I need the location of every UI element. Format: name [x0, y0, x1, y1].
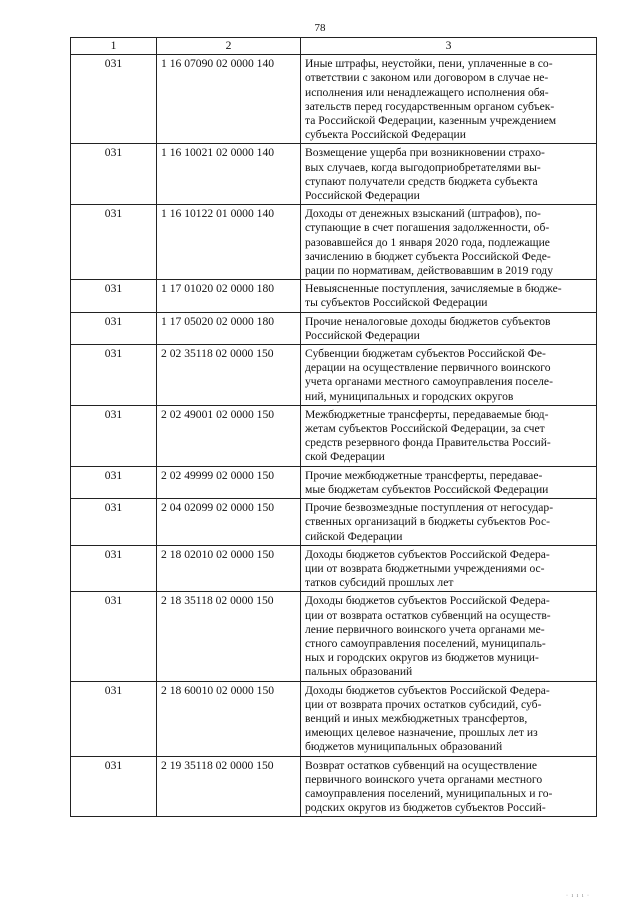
revenue-name-line: вых случаев, когда выгодоприобретателями вы-	[305, 160, 541, 174]
revenue-name-line: ступающие в счет погашения задолженности, об-	[305, 221, 550, 235]
revenue-name-line: Прочие неналоговые доходы бюджетов субъектов	[305, 314, 551, 328]
table-row	[71, 144, 597, 205]
revenue-code-cell: 1 17 01020 02 0000 180	[157, 280, 301, 312]
page-number: 78	[314, 22, 326, 34]
admin-code-cell: 031	[71, 681, 157, 756]
revenue-name-cell	[301, 756, 597, 817]
revenue-name-cell	[301, 592, 597, 681]
revenue-name-line: ступают получатели средств бюджета субъекта	[305, 174, 538, 188]
admin-code-cell: 031	[71, 466, 157, 498]
revenue-name-cell	[301, 545, 597, 592]
revenue-name-line: стного самоуправления поселений, муниципаль-	[305, 636, 546, 650]
column-header-name: 3	[301, 38, 597, 55]
revenue-name-line: ных и городских округов из бюджетов муници-	[305, 651, 539, 665]
admin-code-cell: 031	[71, 405, 157, 466]
admin-code-cell: 031	[71, 205, 157, 280]
revenue-name-line: рации по нормативам, действовавшим в 2019 году	[305, 264, 553, 278]
revenue-name-cell	[301, 681, 597, 756]
scan-mark: · ı ı ı ·	[566, 893, 590, 899]
revenue-name-line: исполнения или ненадлежащего исполнения обя-	[305, 85, 549, 99]
table-header-row	[71, 38, 597, 55]
admin-code-cell: 031	[71, 345, 157, 406]
admin-code-cell: 031	[71, 499, 157, 546]
revenue-name-line: Возмещение ущерба при возникновении страхо-	[305, 146, 545, 160]
revenue-name-cell	[301, 280, 597, 312]
revenue-name-line: пальных образований	[305, 665, 413, 679]
revenue-name-line: зательств перед государственным органом субъек-	[305, 99, 555, 113]
revenue-code-cell: 2 18 02010 02 0000 150	[157, 545, 301, 592]
admin-code-cell: 031	[71, 280, 157, 312]
revenue-name-line: ственных организаций в бюджеты субъектов Рос-	[305, 515, 551, 529]
column-header-admin: 1	[71, 38, 157, 55]
revenue-name-line: ты субъектов Российской Федерации	[305, 296, 488, 310]
revenue-name-line: самоуправления поселений, муниципальных и го-	[305, 786, 553, 800]
revenue-name-line: Субвенции бюджетам субъектов Российской Фе-	[305, 347, 546, 361]
revenue-name-line: Иные штрафы, неустойки, пени, уплаченные в со-	[305, 57, 553, 71]
table-row	[71, 345, 597, 406]
revenue-name-line: Возврат остатков субвенций на осуществление	[305, 758, 538, 772]
revenue-code-cell: 2 18 60010 02 0000 150	[157, 681, 301, 756]
revenue-classification-table	[70, 37, 597, 817]
revenue-name-line: учета органами местного самоуправления поселе-	[305, 375, 553, 389]
revenue-name-line: мые бюджетам субъектов Российской Федерации	[305, 482, 549, 496]
revenue-name-cell	[301, 55, 597, 144]
revenue-name-line: Прочие безвозмездные поступления от негосудар-	[305, 501, 554, 515]
revenue-name-line: родских округов из бюджетов субъектов Россий-	[305, 801, 546, 815]
table-row	[71, 681, 597, 756]
revenue-name-cell	[301, 405, 597, 466]
revenue-name-line: бюджетов муниципальных образований	[305, 740, 503, 754]
admin-code-cell: 031	[71, 545, 157, 592]
revenue-name-line: зачислению в бюджет субъекта Российской Феде-	[305, 249, 551, 263]
revenue-code-cell: 2 19 35118 02 0000 150	[157, 756, 301, 817]
revenue-name-cell	[301, 205, 597, 280]
revenue-name-line: субъекта Российской Федерации	[305, 128, 466, 142]
revenue-name-line: Российской Федерации	[305, 328, 420, 342]
revenue-name-line: Невыясненные поступления, зачисляемые в бюдже-	[305, 282, 562, 296]
revenue-code-cell: 1 16 10122 01 0000 140	[157, 205, 301, 280]
admin-code-cell: 031	[71, 144, 157, 205]
table-row	[71, 55, 597, 144]
revenue-name-line: ции от возврата прочих остатков субсидий, суб-	[305, 697, 542, 711]
admin-code-cell: 031	[71, 592, 157, 681]
revenue-code-cell: 2 02 49999 02 0000 150	[157, 466, 301, 498]
revenue-name-line: Доходы бюджетов субъектов Российской Федера-	[305, 547, 550, 561]
revenue-name-line: ний, муниципальных и городских округов	[305, 389, 514, 403]
revenue-name-line: первичного воинского учета органами местного	[305, 772, 543, 786]
revenue-code-cell: 1 17 05020 02 0000 180	[157, 312, 301, 344]
revenue-name-line: Российской Федерации	[305, 189, 420, 203]
revenue-code-cell: 2 04 02099 02 0000 150	[157, 499, 301, 546]
revenue-code-cell: 2 02 49001 02 0000 150	[157, 405, 301, 466]
revenue-name-cell	[301, 499, 597, 546]
revenue-name-cell	[301, 312, 597, 344]
revenue-name-line: разовавшейся до 1 января 2020 года, подлежащие	[305, 235, 550, 249]
table-row	[71, 592, 597, 681]
revenue-name-line: средств резервного фонда Правительства Россий-	[305, 436, 551, 450]
revenue-name-cell	[301, 144, 597, 205]
table-row	[71, 405, 597, 466]
revenue-name-line: ции от возврата остатков субвенций на осуществ-	[305, 608, 551, 622]
revenue-name-line: сийской Федерации	[305, 529, 403, 543]
revenue-name-cell	[301, 345, 597, 406]
table-body	[71, 55, 597, 817]
revenue-name-line: ление первичного воинского учета органами ме-	[305, 622, 545, 636]
table-row	[71, 545, 597, 592]
table-row	[71, 312, 597, 344]
revenue-name-line: татков субсидий прошлых лет	[305, 576, 454, 590]
revenue-name-line: венций и иных межбюджетных трансфертов,	[305, 711, 528, 725]
table-row	[71, 280, 597, 312]
revenue-name-line: имеющих целевое назначение, прошлых лет из	[305, 726, 538, 740]
revenue-name-line: ции от возврата бюджетными учреждениями ос-	[305, 561, 545, 575]
revenue-name-line: ответствии с законом или договором в случае не-	[305, 71, 549, 85]
revenue-code-cell: 1 16 07090 02 0000 140	[157, 55, 301, 144]
revenue-name-line: Прочие межбюджетные трансферты, передавае-	[305, 468, 543, 482]
admin-code-cell: 031	[71, 756, 157, 817]
revenue-code-cell: 2 18 35118 02 0000 150	[157, 592, 301, 681]
admin-code-cell: 031	[71, 312, 157, 344]
table-row	[71, 205, 597, 280]
revenue-name-line: Доходы бюджетов субъектов Российской Федера-	[305, 594, 550, 608]
revenue-name-line: Доходы бюджетов субъектов Российской Федера-	[305, 683, 550, 697]
revenue-name-line: жетам субъектов Российской Федерации, за счет	[305, 422, 545, 436]
revenue-name-line: Доходы от денежных взысканий (штрафов), по-	[305, 207, 541, 221]
revenue-name-cell	[301, 466, 597, 498]
column-header-code: 2	[157, 38, 301, 55]
revenue-code-cell: 1 16 10021 02 0000 140	[157, 144, 301, 205]
admin-code-cell: 031	[71, 55, 157, 144]
revenue-name-line: Межбюджетные трансферты, передаваемые бюд-	[305, 407, 549, 421]
revenue-name-line: ской Федерации	[305, 450, 385, 464]
revenue-name-line: та Российской Федерации, казенным учреждением	[305, 114, 557, 128]
table-row	[71, 466, 597, 498]
table-row	[71, 756, 597, 817]
table-row	[71, 499, 597, 546]
revenue-name-line: дерации на осуществление первичного воинского	[305, 361, 551, 375]
revenue-code-cell: 2 02 35118 02 0000 150	[157, 345, 301, 406]
